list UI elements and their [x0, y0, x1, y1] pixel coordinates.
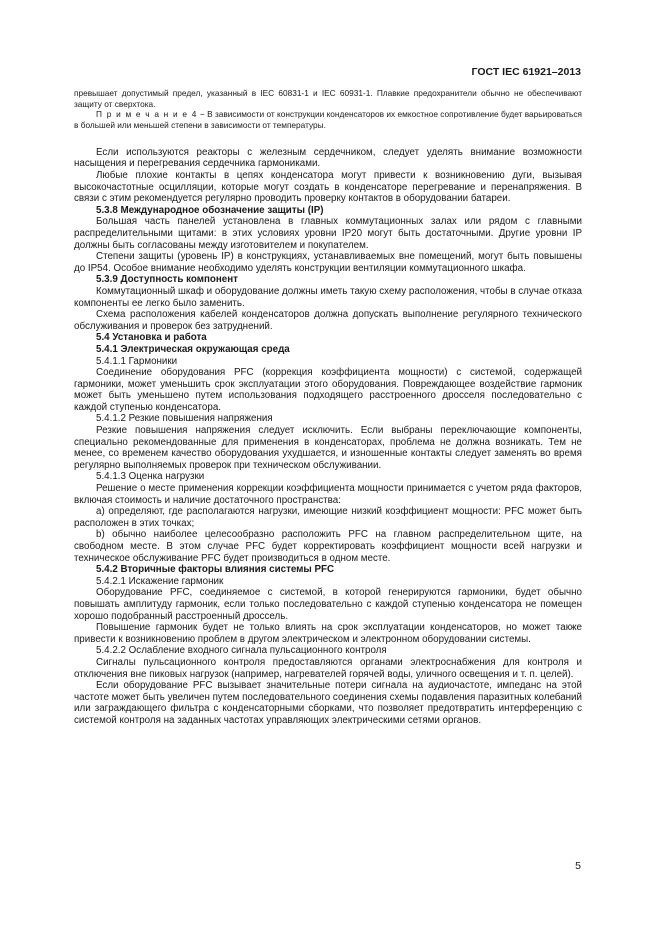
- section-heading-5-4-2: 5.4.2 Вторичные факторы влияния системы PFC: [96, 564, 335, 576]
- list-item-b: b) обычно наиболее целесообразно расположить PFC на главном распределительном щите, на свободном месте. В этом случае PFC будет корректировать коэффициент мощности всей нагрузки и техническое обслуживание PFC будет производиться в одном месте.: [74, 529, 582, 564]
- paragraph: Степени защиты (уровень IP) в конструкциях, устанавливаемых вне помещений, могут быть повышены до IP54. Особое внимание необходимо уделять конструкции вентиляции коммутационного шкафа.: [74, 251, 582, 274]
- paragraph: Если используются реакторы с железным сердечником, следует уделять внимание возможности насыщения и перегревания сердечника гармониками.: [74, 146, 582, 170]
- paragraph: Резкие повышения напряжения следует исключить. Если выбраны переключающие компоненты, специально рекомендованные для применения в конденсаторах, проблема не должна возникать. Тем не менее, со временем качество оборудования ухудшается, и изношенные контакты следует заменять во время регулярно выполняемых проверок при техническом обслуживании.: [74, 425, 582, 471]
- subsection-heading-5-4-1-3: 5.4.1.3 Оценка нагрузки: [96, 471, 205, 483]
- standard-header: ГОСТ IEC 61921–2013: [471, 66, 581, 78]
- paragraph-continuation: превышает допустимый предел, указанный в IEC 60831-1 и IEC 60931-1. Плавкие предохранители обычно не обеспечивают защиту от сверхтока.: [74, 88, 582, 109]
- note-4: П р и м е ч а н и е 4 − В зависимости от конструкции конденсаторов их емкостное сопротивление будет варьироваться в большей или меньшей степени в зависимости от температуры.: [74, 109, 582, 131]
- paragraph: Повышение гармоник будет не только влиять на срок эксплуатации конденсаторов, но может также привести к возникновению проблем в другом электрическом и электронном оборудовании системы.: [74, 622, 582, 645]
- paragraph: Схема расположения кабелей конденсаторов должна допускать выполнение регулярного технического обслуживания и проверок без затруднений.: [74, 309, 582, 332]
- paragraph: Если оборудование PFC вызывает значительные потери сигнала на аудиочастоте, импеданс на этой частоте может быть увеличен путем последовательного соединения схемы подавления паразитных колебаний или заграждающего фильтра с конденсаторными сборками, что позволяет предотвратить интерференцию с системой контроля на заданных частотах управляющих электрическими сетями органов.: [74, 680, 582, 726]
- subsection-heading-5-4-2-2: 5.4.2.2 Ослабление входного сигнала пульсационного контроля: [96, 645, 387, 657]
- paragraph: Коммутационный шкаф и оборудование должны иметь такую схему расположения, чтобы в случае отказа компоненты ее легко было заменить.: [74, 285, 582, 309]
- paragraph: Решение о месте применения коррекции коэффициента мощности принимается с учетом ряда факторов, включая стоимость и наличие достаточного пространства:: [74, 483, 582, 506]
- page-content: [74, 88, 582, 727]
- section-heading-5-3-8: 5.3.8 Международное обозначение защиты (IP): [96, 204, 324, 216]
- paragraph: Большая часть панелей установлена в главных коммутационных залах или рядом с главными распределительными щитами: в этих условиях уровни IP20 могут быть достаточными. Другие уровни IP должны быть согласованы между изготовителем и покупателем.: [74, 216, 582, 251]
- section-heading-5-4-1: 5.4.1 Электрическая окружающая среда: [96, 343, 290, 355]
- note-label: П р и м е ч а н и е 4: [96, 109, 198, 120]
- page-number: 5: [575, 860, 581, 872]
- paragraph: Оборудование PFC, соединяемое с системой, в которой генерируются гармоники, будет обычно повышать амплитуду гармоник, если только последовательно с каждой ступенью конденсатора не помещен хорошо подобранный расстроенный дроссель.: [74, 587, 582, 622]
- paragraph: Сигналы пульсационного контроля предоставляются органами электроснабжения для контроля и отключения вне пиковых нагрузок (например, нагревателей горячей воды, уличного освещения и т. п. целей).: [74, 656, 582, 680]
- subsection-heading-5-4-1-1: 5.4.1.1 Гармоники: [96, 355, 178, 367]
- section-heading-5-4: 5.4 Установка и работа: [96, 332, 207, 344]
- paragraph: Любые плохие контакты в цепях конденсатора могут привести к возникновению дуги, вызывая высокочастотные осцилляции, которые могут создать в конденсаторе перегревание и перенапряжения. В связи с этим рекомендуется регулярно проводить проверку контактов в оборудовании батареи.: [74, 170, 582, 205]
- paragraph: Соединение оборудования PFC (коррекция коэффициента мощности) с системой, содержащей гармоники, может уменьшить срок эксплуатации этого оборудования. Повреждающее воздействие гармоник может быть уменьшено путем использования подходящего расстроенного дросселя последовательно с каждой ступенью конденсатора.: [74, 367, 582, 413]
- subsection-heading-5-4-2-1: 5.4.2.1 Искажение гармоник: [96, 575, 224, 587]
- list-item-a: а) определяют, где располагаются нагрузки, имеющие низкий коэффициент мощности: PFC может быть расположен в этих точках;: [74, 506, 582, 529]
- section-heading-5-3-9: 5.3.9 Доступность компонент: [96, 274, 238, 286]
- subsection-heading-5-4-1-2: 5.4.1.2 Резкие повышения напряжения: [96, 413, 273, 425]
